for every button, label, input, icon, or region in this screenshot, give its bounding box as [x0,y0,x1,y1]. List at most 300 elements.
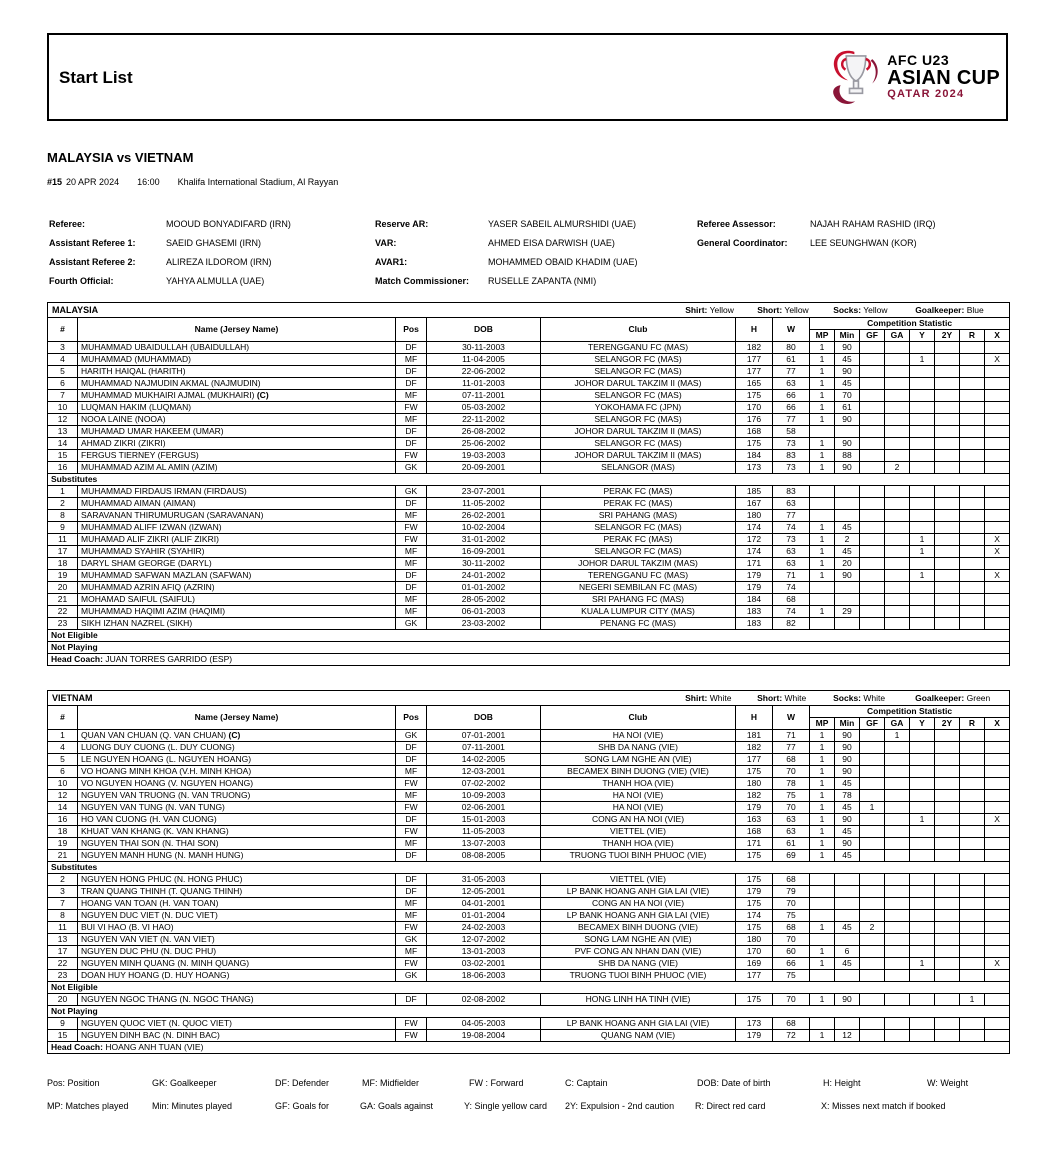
cell-number: 14 [48,438,78,450]
cell-name: NGUYEN HONG PHUC (N. HONG PHUC) [78,874,396,886]
cell-mp: 1 [810,766,835,778]
legend-item: Pos: Position [47,1078,100,1088]
cell-dob: 01-01-2004 [427,910,541,922]
player-row [48,402,1010,414]
cell-2y [935,766,960,778]
cell-pos: GK [396,730,427,742]
cell-r [960,790,985,802]
cell-dob: 07-11-2001 [427,390,541,402]
cell-x [985,450,1010,462]
cell-dob: 19-03-2003 [427,450,541,462]
cell-2y [935,814,960,826]
cell-2y [935,790,960,802]
cell-min: 90 [835,366,860,378]
cell-mp [810,898,835,910]
cell-ga: 2 [885,462,910,474]
cell-ga [885,366,910,378]
cell-number: 8 [48,910,78,922]
cell-gf [860,606,885,618]
stat-column-header: Min [835,330,860,342]
cell-club: HONG LINH HA TINH (VIE) [541,994,736,1006]
player-row [48,522,1010,534]
cell-club: QUANG NAM (VIE) [541,1030,736,1042]
cell-y [910,934,935,946]
cell-height: 184 [736,594,773,606]
cell-club: SRI PAHANG FC (MAS) [541,594,736,606]
team-name: VIETNAM [52,692,93,703]
cell-r [960,606,985,618]
player-row [48,766,1010,778]
cell-name: DARYL SHAM GEORGE (DARYL) [78,558,396,570]
cell-number: 19 [48,570,78,582]
cell-name: MUHAMMAD (MUHAMMAD) [78,354,396,366]
cell-club: SELANGOR FC (MAS) [541,390,736,402]
section-label: Not Eligible [48,630,1010,642]
cell-pos: DF [396,570,427,582]
cell-x [985,994,1010,1006]
cell-ga [885,594,910,606]
cell-gf [860,546,885,558]
cell-y [910,766,935,778]
cell-weight: 83 [773,486,810,498]
cell-mp [810,970,835,982]
cell-height: 170 [736,402,773,414]
cell-y [910,946,935,958]
cell-weight: 83 [773,450,810,462]
player-row [48,438,1010,450]
player-row [48,922,1010,934]
cell-gf [860,934,885,946]
cell-r [960,730,985,742]
cell-club: JOHOR DARUL TAKZIM II (MAS) [541,378,736,390]
cell-mp: 1 [810,414,835,426]
cell-r [960,910,985,922]
cell-min [835,886,860,898]
cell-weight: 68 [773,874,810,886]
legend-item: Min: Minutes played [152,1101,233,1111]
cell-x [985,946,1010,958]
official-value: YASER SABEIL ALMURSHIDI (UAE) [488,219,637,229]
cell-weight: 60 [773,946,810,958]
section-label: Not Eligible [48,982,1010,994]
cell-r [960,850,985,862]
head-coach-row [48,654,1010,666]
player-row [48,742,1010,754]
cell-r [960,874,985,886]
cell-weight: 68 [773,1018,810,1030]
cell-x [985,1018,1010,1030]
cell-y [910,378,935,390]
cell-name: VO HOANG MINH KHOA (V.H. MINH KHOA) [78,766,396,778]
cell-name: MOHAMAD SAIFUL (SAIFUL) [78,594,396,606]
cell-gf [860,534,885,546]
stat-column-header: X [985,330,1010,342]
cell-x [985,438,1010,450]
cell-2y [935,378,960,390]
cell-number: 20 [48,582,78,594]
cell-y [910,558,935,570]
cell-ga [885,970,910,982]
cell-mp: 1 [810,366,835,378]
cell-gf [860,886,885,898]
stat-column-header: Min [835,718,860,730]
cell-y [910,606,935,618]
cell-y [910,994,935,1006]
cell-2y [935,486,960,498]
cell-weight: 77 [773,414,810,426]
cell-x [985,886,1010,898]
cell-dob: 30-11-2003 [427,342,541,354]
official-label: Reserve AR: [375,219,429,229]
cell-number: 17 [48,546,78,558]
cell-2y [935,838,960,850]
cell-weight: 73 [773,534,810,546]
cell-min: 20 [835,558,860,570]
cell-gf [860,618,885,630]
cell-r [960,498,985,510]
cell-name: NGUYEN QUOC VIET (N. QUOC VIET) [78,1018,396,1030]
cell-gf: 1 [860,802,885,814]
cell-name: MUHAMMAD ALIFF IZWAN (IZWAN) [78,522,396,534]
cell-min [835,970,860,982]
team-name: MALAYSIA [52,304,99,315]
cell-x [985,522,1010,534]
cell-dob: 10-02-2004 [427,522,541,534]
cell-pos: DF [396,342,427,354]
cell-pos: MF [396,558,427,570]
cell-min: 45 [835,778,860,790]
legend-item: GA: Goals against [360,1101,434,1111]
cell-dob: 11-01-2003 [427,378,541,390]
cell-min: 70 [835,390,860,402]
cell-club: SELANGOR (MAS) [541,462,736,474]
legend-item: GK: Goalkeeper [152,1078,217,1088]
cell-dob: 04-05-2003 [427,1018,541,1030]
cell-name: NOOA LAINE (NOOA) [78,414,396,426]
cell-name: SARAVANAN THIRUMURUGAN (SARAVANAN) [78,510,396,522]
cell-min: 45 [835,354,860,366]
cell-weight: 68 [773,594,810,606]
cell-r [960,898,985,910]
cell-height: 183 [736,618,773,630]
cell-club: SELANGOR FC (MAS) [541,438,736,450]
cell-name: HO VAN CUONG (H. VAN CUONG) [78,814,396,826]
stat-column-header: GA [885,330,910,342]
cell-2y [935,958,960,970]
cell-r [960,754,985,766]
cell-x [985,606,1010,618]
player-row [48,874,1010,886]
cell-min [835,486,860,498]
cell-min: 90 [835,742,860,754]
cell-gf [860,354,885,366]
cell-number: 10 [48,778,78,790]
cell-gf [860,946,885,958]
cell-club: SELANGOR FC (MAS) [541,414,736,426]
cell-pos: DF [396,754,427,766]
cell-r [960,958,985,970]
cell-name: MUHAMMAD AZIM AL AMIN (AZIM) [78,462,396,474]
cell-club: CONG AN HA NOI (VIE) [541,898,736,910]
cell-club: SHB DA NANG (VIE) [541,958,736,970]
stat-column-header: R [960,330,985,342]
cell-ga [885,778,910,790]
column-header: W [773,706,810,730]
player-row [48,994,1010,1006]
cell-gf [860,1030,885,1042]
cell-pos: MF [396,510,427,522]
cell-y [910,426,935,438]
cell-min: 45 [835,522,860,534]
cell-ga [885,534,910,546]
cell-r [960,414,985,426]
cell-x [985,802,1010,814]
cell-weight: 70 [773,766,810,778]
cell-number: 21 [48,850,78,862]
cell-weight: 71 [773,730,810,742]
cell-dob: 24-01-2002 [427,570,541,582]
cell-height: 179 [736,886,773,898]
cell-mp: 1 [810,742,835,754]
cell-pos: FW [396,450,427,462]
cell-club: HA NOI (VIE) [541,802,736,814]
cell-2y [935,426,960,438]
cell-pos: DF [396,886,427,898]
cell-height: 180 [736,934,773,946]
section-label: Substitutes [48,474,1010,486]
cell-name: MUHAMMAD AIMAN (AIMAN) [78,498,396,510]
cell-x [985,730,1010,742]
cell-ga [885,426,910,438]
cell-club: HA NOI (VIE) [541,790,736,802]
player-row [48,594,1010,606]
cell-x [985,970,1010,982]
column-header: Club [541,318,736,342]
cell-gf [860,958,885,970]
player-row [48,582,1010,594]
cell-height: 177 [736,354,773,366]
cell-2y [935,802,960,814]
legend-item: GF: Goals for [275,1101,330,1111]
cell-r [960,558,985,570]
cell-r [960,970,985,982]
cell-y [910,730,935,742]
cell-mp: 1 [810,342,835,354]
cell-mp: 1 [810,438,835,450]
cell-r [960,594,985,606]
cell-gf [860,582,885,594]
cell-r [960,462,985,474]
legend-item: 2Y: Expulsion - 2nd caution [565,1101,675,1111]
cell-pos: MF [396,606,427,618]
match-venue: Khalifa International Stadium, Al Rayyan [177,177,339,187]
stat-column-header: X [985,718,1010,730]
cell-dob: 03-02-2001 [427,958,541,970]
cell-number: 1 [48,486,78,498]
cell-x [985,402,1010,414]
cell-dob: 06-01-2003 [427,606,541,618]
team-title-row [48,303,1010,318]
cell-x [985,742,1010,754]
cell-club: TRUONG TUOI BINH PHUOC (VIE) [541,850,736,862]
cell-name: MUHAMMAD AZRIN AFIQ (AZRIN) [78,582,396,594]
legend-item: MP: Matches played [47,1101,129,1111]
cell-ga [885,378,910,390]
cell-mp: 1 [810,850,835,862]
cell-name: QUAN VAN CHUAN (Q. VAN CHUAN) (C) [78,730,396,742]
cell-dob: 30-11-2002 [427,558,541,570]
player-row [48,414,1010,426]
cell-pos: FW [396,922,427,934]
cell-r [960,354,985,366]
cell-weight: 63 [773,558,810,570]
cell-number: 6 [48,378,78,390]
cell-2y [935,934,960,946]
kit-info [685,305,1005,316]
cell-y [910,402,935,414]
cell-weight: 77 [773,510,810,522]
cell-club: PERAK FC (MAS) [541,498,736,510]
legend-item: MF: Midfielder [362,1078,420,1088]
player-row [48,378,1010,390]
cell-dob: 11-05-2003 [427,826,541,838]
cell-mp: 1 [810,606,835,618]
cell-min: 90 [835,814,860,826]
cell-x: X [985,958,1010,970]
cell-y [910,498,935,510]
kit-item: Goalkeeper: Blue [915,304,984,315]
cell-ga [885,874,910,886]
cell-gf [860,850,885,862]
cell-club: SELANGOR FC (MAS) [541,366,736,378]
team-tables [47,302,1010,1078]
cell-y [910,754,935,766]
cell-min [835,594,860,606]
cell-mp: 1 [810,1030,835,1042]
cell-pos: DF [396,582,427,594]
legend-item: R: Direct red card [695,1101,766,1111]
stat-column-header: GA [885,718,910,730]
cell-gf [860,558,885,570]
cell-name: BUI VI HAO (B. VI HAO) [78,922,396,934]
cell-number: 5 [48,754,78,766]
legend-item: H: Height [823,1078,861,1088]
cell-club: JOHOR DARUL TAKZIM (MAS) [541,558,736,570]
cell-height: 175 [736,850,773,862]
cell-pos: FW [396,826,427,838]
cell-y [910,414,935,426]
cell-mp: 1 [810,534,835,546]
cell-ga [885,934,910,946]
cell-pos: DF [396,498,427,510]
cell-number: 2 [48,874,78,886]
cell-min: 90 [835,462,860,474]
official-label: AVAR1: [375,257,408,267]
cell-weight: 75 [773,970,810,982]
column-header: Name (Jersey Name) [78,318,396,342]
cell-height: 183 [736,606,773,618]
cell-r [960,886,985,898]
cell-pos: MF [396,946,427,958]
cell-x [985,426,1010,438]
cell-ga [885,814,910,826]
cell-mp [810,582,835,594]
cell-weight: 79 [773,886,810,898]
cell-dob: 31-01-2002 [427,534,541,546]
cell-gf [860,438,885,450]
cell-x [985,754,1010,766]
legend [47,1078,1008,1128]
logo-line-asian-cup: ASIAN CUP [887,67,1000,90]
kit-info [685,693,1005,704]
cell-2y [935,594,960,606]
player-row [48,534,1010,546]
cell-y [910,898,935,910]
cell-mp: 1 [810,558,835,570]
cell-pos: MF [396,910,427,922]
cell-r [960,826,985,838]
cell-2y [935,414,960,426]
cell-weight: 61 [773,354,810,366]
stat-column-header: GF [860,718,885,730]
cell-number: 17 [48,946,78,958]
cell-min [835,898,860,910]
cell-pos: FW [396,958,427,970]
cell-height: 179 [736,802,773,814]
cell-gf [860,402,885,414]
officials-block [47,219,1008,295]
cell-x [985,594,1010,606]
cell-name: LUONG DUY CUONG (L. DUY CUONG) [78,742,396,754]
player-row [48,606,1010,618]
match-number: #15 [47,177,63,187]
cell-weight: 74 [773,582,810,594]
cell-2y [935,778,960,790]
cell-height: 169 [736,958,773,970]
cell-r [960,450,985,462]
official-label: Match Commissioner: [375,276,470,286]
cell-ga [885,826,910,838]
cell-name: MUHAMMAD HAQIMI AZIM (HAQIMI) [78,606,396,618]
cell-y: 1 [910,814,935,826]
header [47,33,1008,121]
player-row [48,886,1010,898]
cell-ga [885,342,910,354]
cell-r [960,402,985,414]
cell-name: MUHAMAD UMAR HAKEEM (UMAR) [78,426,396,438]
cell-gf [860,426,885,438]
cell-min: 29 [835,606,860,618]
team-title-cell [48,303,1010,318]
cell-min: 61 [835,402,860,414]
cell-name: MUHAMMAD UBAIDULLAH (UBAIDULLAH) [78,342,396,354]
cell-number: 16 [48,462,78,474]
cell-r [960,426,985,438]
official-label: Referee: [49,219,86,229]
cell-pos: MF [396,414,427,426]
cell-club: VIETTEL (VIE) [541,826,736,838]
cell-number: 22 [48,958,78,970]
cell-weight: 80 [773,342,810,354]
cell-mp [810,486,835,498]
cell-r [960,838,985,850]
cell-mp: 1 [810,570,835,582]
cell-dob: 07-02-2002 [427,778,541,790]
cell-weight: 82 [773,618,810,630]
cell-ga [885,802,910,814]
cell-weight: 63 [773,826,810,838]
cell-gf [860,814,885,826]
